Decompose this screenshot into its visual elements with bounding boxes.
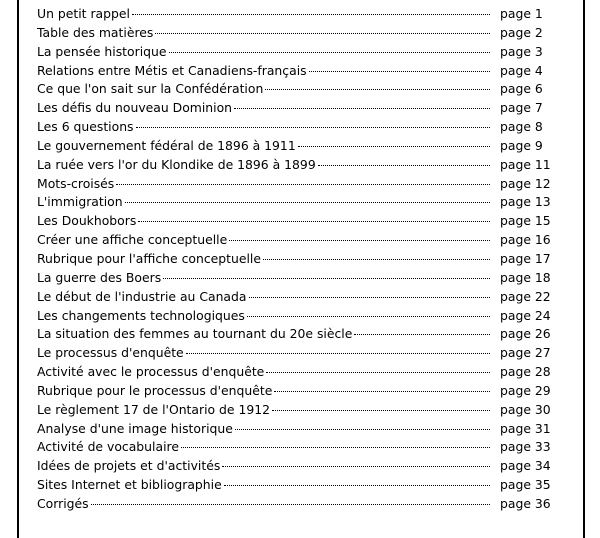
- toc-dot-leader: [247, 316, 490, 317]
- toc-entry-title: Idées de projets et d'activités: [37, 458, 221, 474]
- toc-page-number: page 17: [500, 250, 551, 266]
- toc-row: [37, 438, 552, 457]
- toc-dot-leader: [136, 127, 490, 128]
- toc-page-number: page 4: [500, 62, 543, 78]
- toc-page-number: page 34: [500, 458, 551, 474]
- toc-entry-title: Rubrique pour le processus d'enquête: [37, 382, 273, 398]
- toc-page-number: page 27: [500, 345, 551, 361]
- toc-page-number: page 3: [500, 43, 543, 59]
- toc-page-number: page 36: [500, 495, 551, 511]
- toc-dot-leader: [266, 372, 490, 373]
- toc-row: [37, 457, 552, 476]
- toc-entry-title: Le gouvernement fédéral de 1896 à 1911: [37, 137, 296, 153]
- toc-page-number: page 13: [500, 194, 551, 210]
- toc-entry-title: Les changements technologiques: [37, 307, 245, 323]
- toc-row: [37, 80, 552, 99]
- toc-entry-title: Sites Internet et bibliographie: [37, 477, 222, 493]
- toc-page-number: page 26: [500, 326, 551, 342]
- toc-dot-leader: [224, 485, 490, 486]
- toc-row: [37, 118, 552, 137]
- toc-dot-leader: [298, 146, 490, 147]
- toc-entry-title: La guerre des Boers: [37, 269, 162, 285]
- toc-row: [37, 476, 552, 495]
- toc-dot-leader: [309, 71, 490, 72]
- toc-row: [37, 62, 552, 81]
- toc-page-number: page 35: [500, 477, 551, 493]
- toc-dot-leader: [229, 240, 490, 241]
- toc-dot-leader: [132, 14, 490, 15]
- toc-row: [37, 175, 552, 194]
- toc-dot-leader: [91, 504, 490, 505]
- toc-page-number: page 1: [500, 6, 543, 21]
- toc-page-number: page 28: [500, 364, 551, 380]
- toc-page-number: page 33: [500, 439, 551, 455]
- toc-row: [37, 307, 552, 326]
- toc-row: [37, 269, 552, 288]
- toc-dot-leader: [138, 221, 490, 222]
- toc-row: [37, 382, 552, 401]
- toc-row: [37, 193, 552, 212]
- toc-entry-title: Un petit rappel: [37, 6, 130, 21]
- toc-page-number: page 24: [500, 307, 551, 323]
- toc-row: [37, 137, 552, 156]
- toc-dot-leader: [169, 52, 491, 53]
- toc-page-number: page 2: [500, 24, 543, 40]
- toc-page-number: page 31: [500, 420, 551, 436]
- toc-dot-leader: [163, 278, 490, 279]
- toc-page-number: page 6: [500, 81, 543, 97]
- toc-entry-title: Activité avec le processus d'enquête: [37, 364, 265, 380]
- toc-row: [37, 288, 552, 307]
- toc-page-number: page 9: [500, 137, 543, 153]
- toc-dot-leader: [263, 259, 490, 260]
- toc-entry-title: Créer une affiche conceptuelle: [37, 232, 228, 248]
- toc-row: [37, 43, 552, 62]
- toc-dot-leader: [274, 391, 490, 392]
- toc-row: [37, 344, 552, 363]
- toc-dot-leader: [265, 89, 490, 90]
- toc-entry-title: Ce que l'on sait sur la Confédération: [37, 81, 264, 97]
- toc-row: [37, 24, 552, 43]
- toc-entry-title: Analyse d'une image historique: [37, 420, 233, 436]
- toc-entry-title: La pensée historique: [37, 43, 167, 59]
- toc-entry-title: Mots-croisés: [37, 175, 115, 191]
- toc-entry-title: Activité de vocabulaire: [37, 439, 179, 455]
- toc-entry-title: Les défis du nouveau Dominion: [37, 100, 233, 116]
- toc-page-number: page 30: [500, 401, 551, 417]
- toc-entry-title: Le processus d'enquête: [37, 345, 184, 361]
- toc-page-number: page 7: [500, 100, 543, 116]
- toc-dot-leader: [186, 353, 490, 354]
- toc-row: [37, 231, 552, 250]
- toc-dot-leader: [181, 447, 490, 448]
- toc-page-number: page 11: [500, 156, 551, 172]
- toc-row: [37, 156, 552, 175]
- toc-dot-leader: [272, 410, 490, 411]
- toc-row: [37, 420, 552, 439]
- toc-dot-leader: [125, 202, 490, 203]
- toc-entry-title: La ruée vers l'or du Klondike de 1896 à 1899: [37, 156, 316, 172]
- toc-row: [37, 250, 552, 269]
- table-of-contents: [37, 5, 552, 514]
- toc-entry-title: Rubrique pour l'affiche conceptuelle: [37, 250, 261, 266]
- toc-dot-leader: [318, 165, 490, 166]
- toc-page-number: page 22: [500, 288, 551, 304]
- toc-row: [37, 401, 552, 420]
- toc-page-number: page 8: [500, 119, 543, 135]
- toc-page-number: page 16: [500, 232, 551, 248]
- toc-page-number: page 15: [500, 213, 551, 229]
- toc-row: [37, 212, 552, 231]
- toc-entry-title: La situation des femmes au tournant du 20e siècle: [37, 326, 353, 342]
- toc-row: [37, 363, 552, 382]
- toc-entry-title: Le début de l'industrie au Canada: [37, 288, 247, 304]
- toc-entry-title: Les 6 questions: [37, 119, 134, 135]
- toc-row: [37, 495, 552, 514]
- toc-entry-title: Relations entre Métis et Canadiens-français: [37, 62, 307, 78]
- toc-entry-title: Table des matières: [37, 24, 154, 40]
- toc-row: [37, 325, 552, 344]
- toc-page-number: page 18: [500, 269, 551, 285]
- toc-dot-leader: [222, 466, 490, 467]
- toc-dot-leader: [116, 184, 490, 185]
- toc-entry-title: Corrigés: [37, 495, 89, 511]
- toc-entry-title: Le règlement 17 de l'Ontario de 1912: [37, 401, 271, 417]
- toc-entry-title: Les Doukhobors: [37, 213, 137, 229]
- toc-page-number: page 29: [500, 382, 551, 398]
- toc-dot-leader: [235, 429, 490, 430]
- toc-dot-leader: [354, 334, 490, 335]
- toc-dot-leader: [249, 297, 491, 298]
- toc-page-number: page 12: [500, 175, 551, 191]
- toc-row: [37, 5, 552, 24]
- toc-row: [37, 99, 552, 118]
- toc-dot-leader: [155, 33, 490, 34]
- toc-dot-leader: [234, 108, 490, 109]
- toc-entry-title: L'immigration: [37, 194, 123, 210]
